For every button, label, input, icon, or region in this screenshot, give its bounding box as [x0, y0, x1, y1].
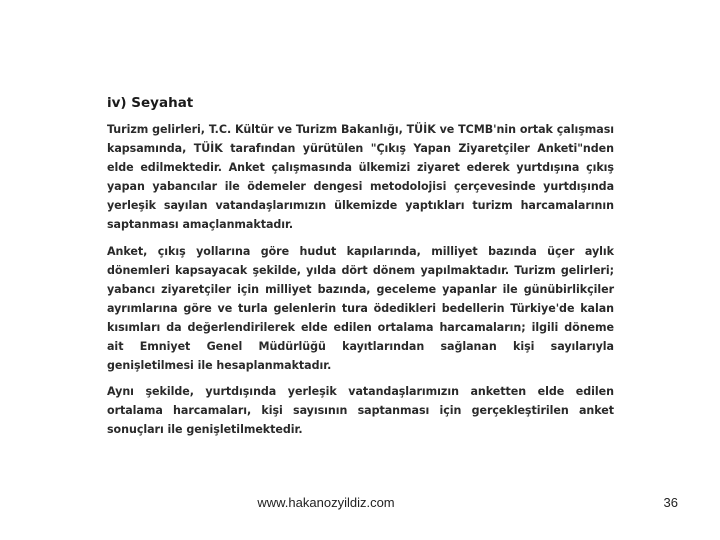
footer-url: www.hakanozyildiz.com [257, 495, 395, 510]
section-title: iv) Seyahat [107, 95, 194, 111]
document-excerpt [107, 94, 614, 447]
page-number: 36 [663, 495, 678, 510]
paragraph-3: Aynı şekilde, yurtdışında yerleşik vatandaşlarımızın anketten elde edilen ortalama harcamaları, kişi sayısının saptanması için gerçekleştirilen anket sonuçları ile genişletilmektedir. [107, 385, 614, 437]
paragraph-2: Anket, çıkış yollarına göre hudut kapılarında, milliyet bazında üçer aylık dönemleri kapsayacak şekilde, yılda dört dönem yapılmaktadır. Turizm gelirleri; yabancı ziyaretçiler için milliyet bazında, geceleme yapanlar ile günübirlikçiler ayrımlarına göre ve turla gelenlerin tura ödedikleri bedellerin Türkiye'de kalan kısımları da değerlendirilerek elde edilen ortalama harcamaların; ilgili döneme ait Emniyet Genel Müdürlüğü kayıtlarından sağlanan kişi sayılarıyla genişletilmesi ile hesaplanmaktadır. [107, 244, 614, 373]
paragraph-1: Turizm gelirleri, T.C. Kültür ve Turizm Bakanlığı, TÜİK ve TCMB'nin ortak çalışması kapsamında, TÜİK tarafından yürütülen "Çıkış Yapan Ziyaretçiler Anketi"nden elde edilmektedir. Anket çalışmasında ülkemizi ziyaret ederek yurtdışına çıkış yapan yabancılar ile ödemeler dengesi metodolojisi çerçevesinde yurtdışında yerleşik sayılan vatandaşlarımızın ülkemizde yaptıkları turizm harcamalarının saptanması amaçlanmaktadır. [107, 123, 614, 232]
